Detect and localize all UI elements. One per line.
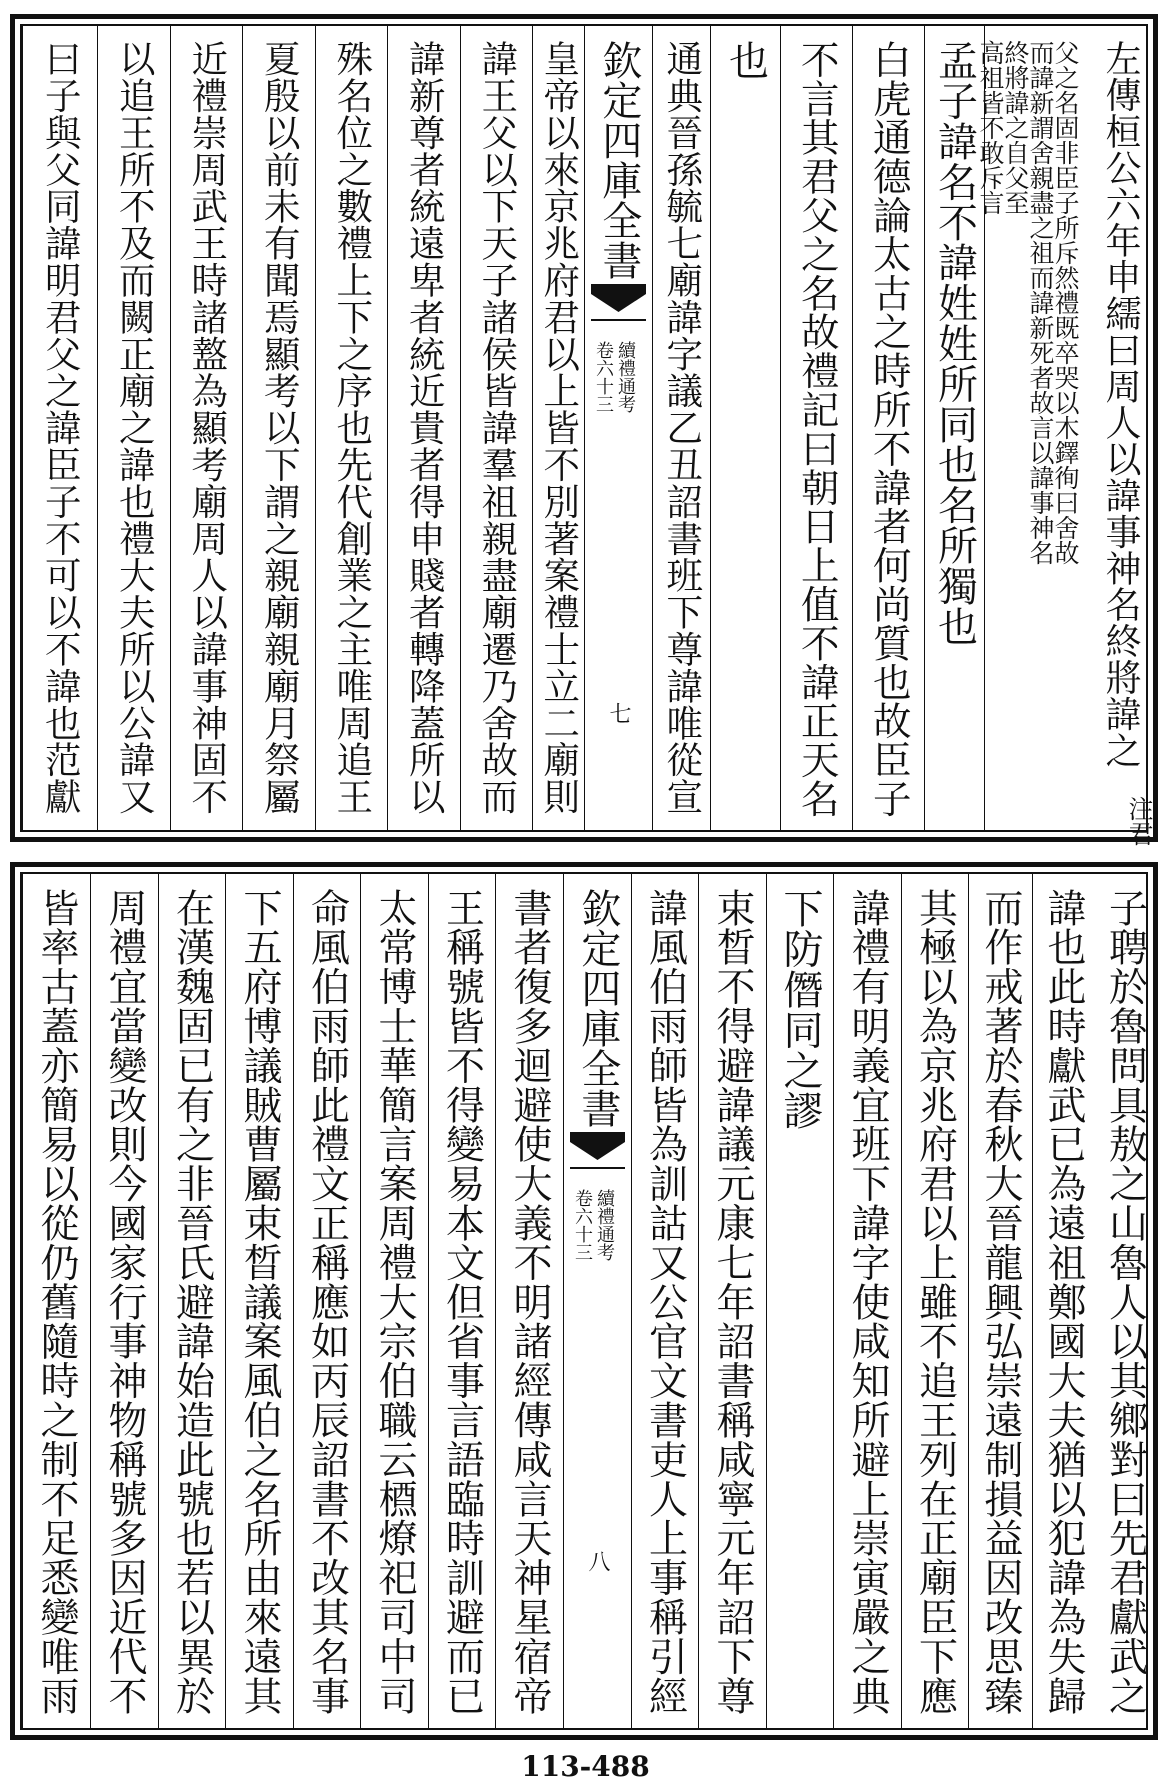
top-column-3 xyxy=(852,26,924,830)
bottom-column-10 xyxy=(428,874,495,1728)
bottom-text-3: 而作戒著於春秋大晉龍興弘崇遠制損益因改思臻 xyxy=(978,888,1023,1716)
bottom-center-column xyxy=(563,874,631,1728)
top-text-1-note: 注君 xyxy=(1125,796,1154,846)
top-text-9: 諱新尊者統遠卑者統近貴者得申賤者轉降蓋所以 xyxy=(403,40,447,815)
top-text-4: 不言其君父之名故禮記曰朝日上值不諱正天名 xyxy=(794,40,840,818)
top-column-6 xyxy=(652,26,710,830)
top-column-5 xyxy=(710,26,780,830)
top-column-11 xyxy=(242,26,315,830)
bottom-text-12: 命風伯雨師此禮文正稱應如丙辰詔書不改其名事 xyxy=(304,888,350,1716)
bottom-page-number: 八 xyxy=(585,1550,610,1572)
bottom-text-1: 子聘於魯問具敖之山魯人以其鄉對曰先君獻武之 xyxy=(1102,888,1148,1716)
top-column-14 xyxy=(22,26,97,830)
top-text-10: 殊名位之數禮上下之序也先代創業之主唯周追王 xyxy=(330,40,374,815)
bottom-text-15: 周禮宜當變改則今國家行事神物稱號多因近代不 xyxy=(102,888,147,1716)
bottom-text-8: 諱風伯雨師皆為訓詁又公官文書吏人上事稱引經 xyxy=(642,888,688,1716)
bottom-column-4 xyxy=(901,874,968,1728)
top-text-3: 白虎通德論太古之時所不諱者何尚質也故臣子 xyxy=(866,40,912,818)
top-note-line-3: 終將諱之自父至 xyxy=(1001,40,1030,215)
bottom-text-13: 下五府博議賊曹屬束晳議案風伯之名所由來遠其 xyxy=(237,888,282,1716)
top-note-column xyxy=(976,26,1084,830)
bottom-book-subtitle: 續禮通考 xyxy=(594,1189,615,1261)
bottom-column-1 xyxy=(1094,874,1156,1728)
bottom-column-9 xyxy=(495,874,563,1728)
top-column-8 xyxy=(460,26,532,830)
bottom-text-2: 諱也此時獻武已為遠祖鄭國大夫猶以犯諱為失歸 xyxy=(1041,888,1086,1716)
bottom-column-14 xyxy=(158,874,225,1728)
bottom-page xyxy=(10,862,1158,1740)
top-column-9 xyxy=(387,26,460,830)
bottom-volume-number: 卷六十三 xyxy=(572,1189,593,1261)
bottom-column-5 xyxy=(833,874,901,1728)
top-column-13 xyxy=(97,26,170,830)
top-text-1: 左傳桓公六年申繻曰周人以諱事神名終將諱之 xyxy=(1100,40,1141,768)
top-note-line-2: 而諱新謂舍親盡之祖而諱新死者故言以諱事神名 xyxy=(1026,40,1055,565)
top-note-line-1: 父之名固非臣子所斥然禮既卒哭以木鐸徇曰舍故 xyxy=(1051,40,1080,565)
top-text-2: 孟子諱名不諱姓姓所同也名所獨也 xyxy=(931,40,978,646)
bottom-column-13 xyxy=(225,874,293,1728)
bottom-page-frame xyxy=(20,872,1148,1730)
bottom-column-6 xyxy=(766,874,833,1728)
top-book-title: 欽定四庫全書 xyxy=(595,40,642,280)
bottom-text-5: 諱禮有明義宜班下諱字使咸知所避上崇寅嚴之典 xyxy=(845,888,890,1716)
bottom-text-9: 書者復多迴避使大義不明諸經傳咸言天神星宿帝 xyxy=(507,888,552,1716)
bottom-column-7 xyxy=(698,874,766,1728)
bottom-text-6: 下防僭同之謬 xyxy=(777,888,823,1131)
bottom-fishtail-mark xyxy=(570,1132,625,1172)
top-column-10 xyxy=(315,26,387,830)
top-fishtail-mark xyxy=(591,284,646,324)
top-column-2 xyxy=(924,26,984,830)
bottom-column-2 xyxy=(1032,874,1094,1728)
top-column-12 xyxy=(170,26,242,830)
top-page xyxy=(10,14,1158,846)
bottom-text-14: 在漢魏固已有之非晉氏避諱始造此號也若以異於 xyxy=(169,888,215,1716)
bottom-book-title: 欽定四庫全書 xyxy=(574,888,621,1128)
top-text-11: 夏殷以前未有聞焉顯考以下謂之親廟親廟月祭屬 xyxy=(258,40,302,815)
bottom-text-16: 皆率古蓋亦簡易以從仍舊隨時之制不足悉變唯雨 xyxy=(34,888,79,1716)
bottom-column-12 xyxy=(293,874,360,1728)
bottom-text-7: 束晳不得避諱議元康七年詔書稱咸寧元年詔下尊 xyxy=(710,888,755,1716)
top-volume-number: 卷六十三 xyxy=(593,341,614,413)
top-text-12: 近禮崇周武王時諸盩為顯考廟周人以諱事神固不 xyxy=(185,40,229,815)
top-text-7: 皇帝以來京兆府君以上皆不別著案禮士立二廟則 xyxy=(537,40,581,815)
top-text-6: 通典晉孫毓七廟諱字議乙丑詔書班下尊諱唯從宣 xyxy=(660,40,704,815)
top-text-13: 以追王所不及而闕正廟之諱也禮大夫所以公諱又 xyxy=(113,40,157,815)
top-column-4 xyxy=(780,26,852,830)
top-center-column xyxy=(584,26,652,830)
top-page-frame xyxy=(20,24,1154,846)
top-column-1 xyxy=(1084,26,1156,846)
top-column-7 xyxy=(532,26,584,830)
bottom-text-4: 其極以為京兆府君以上雖不追王列在正廟臣下應 xyxy=(912,888,958,1716)
bottom-column-11 xyxy=(360,874,428,1728)
top-page-number: 七 xyxy=(606,702,631,724)
folio-number: 113-488 xyxy=(521,1750,650,1783)
top-text-14: 曰子與父同諱明君父之諱臣子不可以不諱也范獻 xyxy=(39,40,83,815)
bottom-column-16 xyxy=(22,874,90,1728)
top-text-8: 諱王父以下天子諸侯皆諱羣祖親盡廟遷乃舍故而 xyxy=(475,40,519,815)
top-text-5: 也 xyxy=(722,40,769,81)
bottom-text-10: 王稱號皆不得變易本文但省事言語臨時訓避而已 xyxy=(439,888,485,1716)
bottom-text-11: 太常博士華簡言案周禮大宗伯職云槱燎祀司中司 xyxy=(372,888,417,1716)
bottom-column-15 xyxy=(90,874,158,1728)
bottom-column-8 xyxy=(631,874,698,1728)
bottom-column-3 xyxy=(968,874,1032,1728)
top-note-line-4: 高祖皆不敢斥言 xyxy=(976,40,1005,215)
top-book-subtitle: 續禮通考 xyxy=(615,341,636,413)
